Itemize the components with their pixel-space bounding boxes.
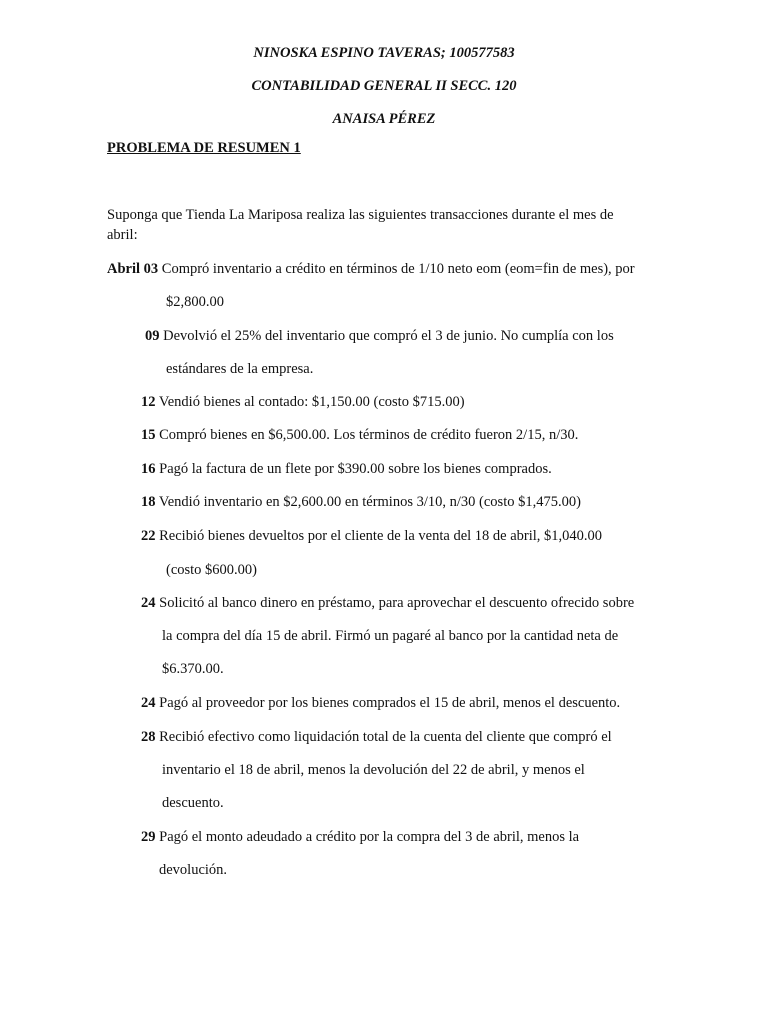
transaction-text: Recibió bienes devueltos por el cliente de la venta del 18 de abril, $1,040.00: [159, 528, 603, 544]
transaction-continuation: $6.370.00.: [162, 661, 224, 677]
transaction-continuation: (costo $600.00): [166, 562, 258, 578]
transaction-day: 15: [141, 427, 156, 443]
teacher-name: ANAISA PÉREZ: [332, 111, 436, 127]
transaction-line: [141, 427, 578, 444]
transaction-line: [141, 394, 465, 411]
transaction-day: 09: [145, 328, 160, 344]
transaction-text: Vendió inventario en $2,600.00 en términos 3/10, n/30 (costo $1,475.00): [158, 494, 581, 510]
transaction-continuation: $2,800.00: [166, 294, 224, 310]
transaction-text: Recibió efectivo como liquidación total de la cuenta del cliente que compró el: [159, 729, 612, 745]
intro-line-2: abril:: [107, 227, 138, 243]
transaction-continuation: inventario el 18 de abril, menos la devolución del 22 de abril, y menos el: [162, 762, 585, 778]
transaction-text: Compró bienes en $6,500.00. Los términos de crédito fueron 2/15, n/30.: [159, 427, 579, 443]
transaction-day: 16: [141, 461, 156, 477]
transaction-line: [141, 729, 612, 746]
transaction-text: Solicitó al banco dinero en préstamo, para aprovechar el descuento ofrecido sobre: [159, 595, 635, 611]
transaction-line: [141, 528, 602, 545]
transaction-day: 18: [141, 494, 156, 510]
transaction-line: [145, 328, 614, 345]
transaction-day: 22: [141, 528, 156, 544]
transaction-text: Vendió bienes al contado: $1,150.00 (costo $715.00): [158, 394, 465, 410]
transaction-line: [107, 261, 635, 278]
transaction-text: Pagó la factura de un flete por $390.00 sobre los bienes comprados.: [159, 461, 552, 477]
section-title: PROBLEMA DE RESUMEN 1: [107, 140, 301, 156]
course-title: CONTABILIDAD GENERAL II SECC. 120: [251, 78, 517, 94]
transaction-line: [141, 494, 581, 511]
student-name-id: NINOSKA ESPINO TAVERAS; 100577583: [253, 45, 515, 61]
transaction-text: Devolvió el 25% del inventario que compró el 3 de junio. No cumplía con los: [163, 328, 614, 344]
transaction-line: [141, 695, 620, 712]
transaction-day: 24: [141, 695, 156, 711]
transaction-line: [141, 595, 634, 612]
transaction-day: 12: [141, 394, 156, 410]
transaction-line: [141, 829, 579, 846]
transaction-text: Compró inventario a crédito en términos de 1/10 neto eom (eom=fin de mes), por: [161, 261, 635, 277]
transaction-day: Abril 03: [107, 261, 159, 277]
transaction-line: [141, 461, 552, 478]
transaction-text: Pagó el monto adeudado a crédito por la compra del 3 de abril, menos la: [159, 829, 580, 845]
transaction-day: 24: [141, 595, 156, 611]
transaction-day: 28: [141, 729, 156, 745]
transaction-text: Pagó al proveedor por los bienes comprados el 15 de abril, menos el descuento.: [159, 695, 621, 711]
intro-line-1: Suponga que Tienda La Mariposa realiza las siguientes transacciones durante el mes de: [107, 207, 614, 223]
transaction-continuation: la compra del día 15 de abril. Firmó un pagaré al banco por la cantidad neta de: [162, 628, 619, 644]
transaction-continuation: estándares de la empresa.: [166, 361, 314, 377]
transaction-continuation: devolución.: [159, 862, 228, 878]
transaction-continuation: descuento.: [162, 795, 224, 811]
transaction-day: 29: [141, 829, 156, 845]
